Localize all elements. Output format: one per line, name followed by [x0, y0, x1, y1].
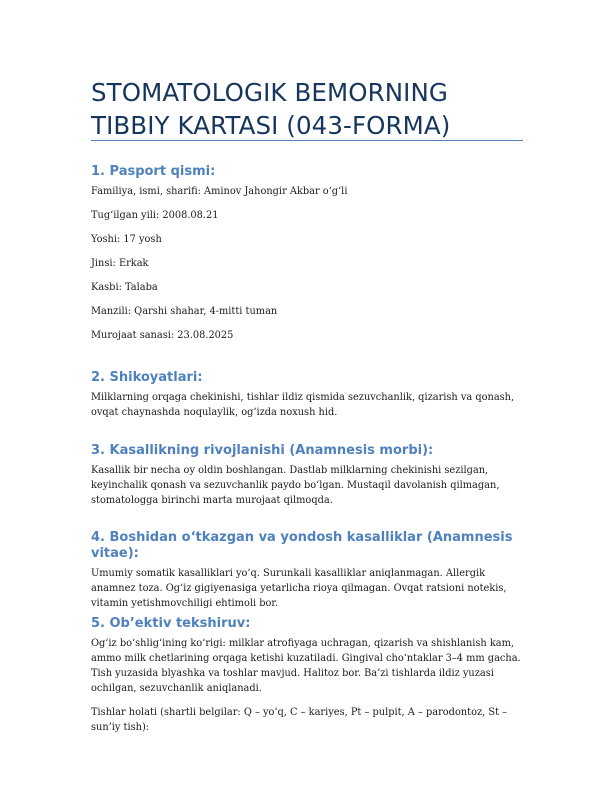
field-full-name: Familiya, ismi, sharifi: Aminov Jahongir Akbar o‘g‘li: [91, 186, 348, 197]
section-complaints: [91, 370, 523, 420]
section-paragraph: Og‘iz bo‘shlig‘ining ko‘rigi: milklar atrofiyaga uchragan, qizarish va shishlanish kam, ammo milk chetlarining orqaga ketishi kuzatiladi. Gingival cho‘ntaklar 3–4 mm gacha. Tish yuzasida blyashka va toshlar mavjud. Halitoz bor. Ba’zi tishlarda ildiz yuzasi ochilgan, sezuvchanlik aniqlanadi.: [91, 638, 521, 694]
field-birth-date: Tug‘ilgan yili: 2008.08.21: [91, 210, 219, 221]
teeth-status-legend: Tishlar holati (shartli belgilar: Q – yo‘q, C – kariyes, Pt – pulpit, A – parodontoz, St – sun’iy tish):: [91, 707, 508, 733]
field-address: Manzili: Qarshi shahar, 4-mitti tuman: [91, 306, 278, 317]
section-objective-exam: [91, 616, 523, 735]
section-paragraph: Kasallik bir necha oy oldin boshlangan. Dastlab milklarning chekinishi sezilgan, keyinchalik qonash va sezuvchanlik paydo bo‘lgan. Mustaqil davolanish qilmagan, stomatologga birinchi marta murojaat qilmoqda.: [91, 465, 500, 506]
section-heading: 2. Shikoyatlari:: [91, 370, 203, 385]
section-anamnesis-vitae: [91, 530, 523, 611]
section-heading: 3. Kasallikning rivojlanishi (Anamnesis morbi):: [91, 443, 434, 458]
section-paragraph: Umumiy somatik kasalliklari yo‘q. Surunkali kasalliklar aniqlanmagan. Allergik anamnez toza. Og‘iz gigiyenasiga yetarlicha rioya qilmagan. Ovqat ratsioni notekis, vitamin yetishmovchiligi ehtimoli bor.: [91, 568, 507, 609]
field-age: Yoshi: 17 yosh: [91, 234, 162, 245]
section-heading: 1. Pasport qismi:: [91, 164, 216, 179]
document-title: STOMATOLOGIK BEMORNING TIBBIY KARTASI (043-FORMA): [91, 78, 451, 140]
title-divider: [91, 140, 523, 141]
field-visit-date: Murojaat sanasi: 23.08.2025: [91, 330, 234, 341]
field-sex: Jinsi: Erkak: [91, 258, 149, 269]
section-anamnesis-morbi: [91, 443, 523, 508]
field-occupation: Kasbi: Talaba: [91, 282, 158, 293]
section-passport: [91, 164, 523, 343]
section-heading: 4. Boshidan o‘tkazgan va yondosh kasalliklar (Anamnesis vitae):: [91, 530, 513, 561]
section-heading: 5. Ob’ektiv tekshiruv:: [91, 616, 251, 631]
section-paragraph: Milklarning orqaga chekinishi, tishlar ildiz qismida sezuvchanlik, qizarish va qonash, ovqat chaynashda noqulaylik, og‘izda noxush hid.: [91, 392, 515, 418]
